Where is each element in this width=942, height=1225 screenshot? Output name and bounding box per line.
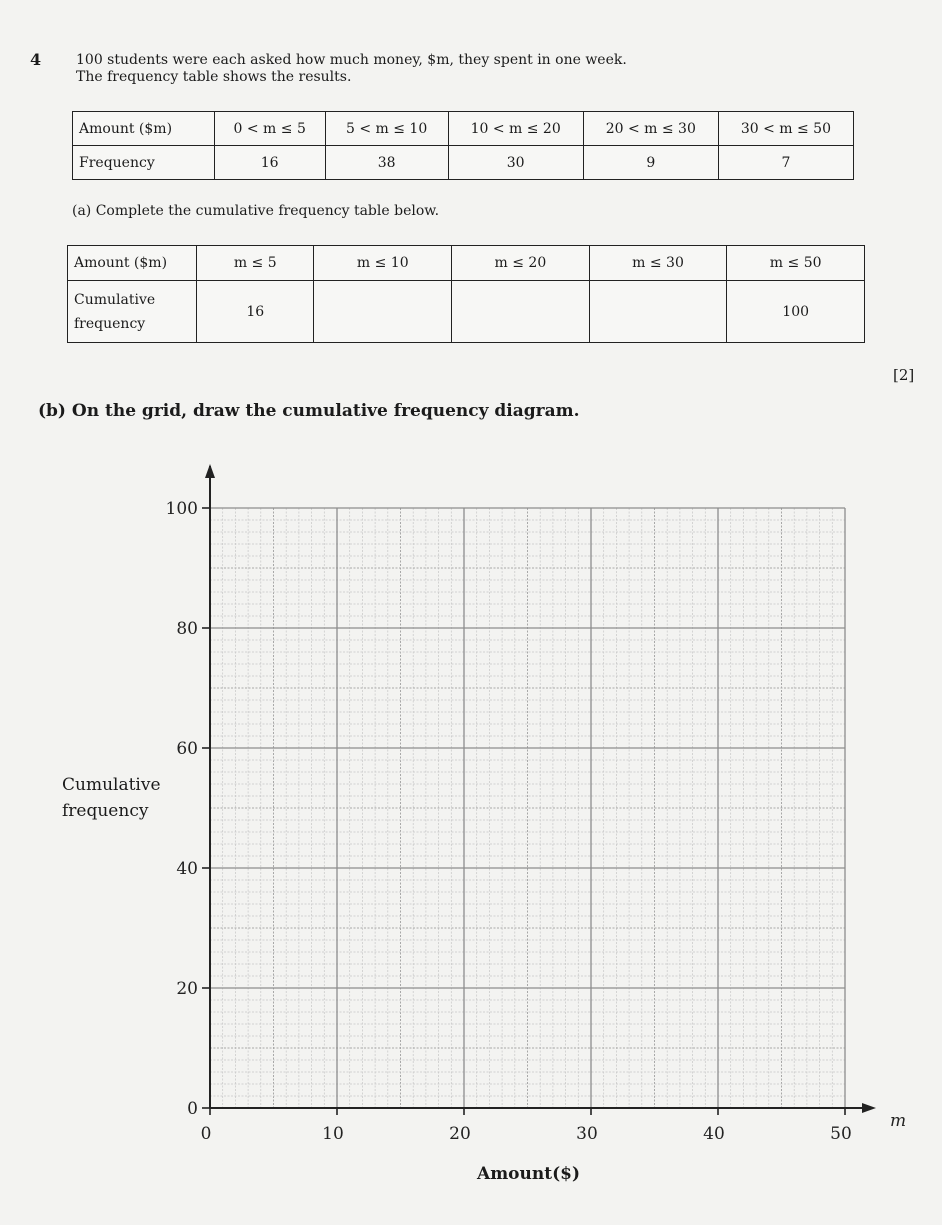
amount-header: Amount ($m) — [68, 246, 197, 281]
cumulative-frequency-header: Cumulative frequency — [68, 281, 197, 343]
interval-cell: 0 < m ≤ 5 — [214, 112, 325, 146]
question-number: 4 — [30, 50, 42, 69]
interval-cell: m ≤ 10 — [314, 246, 452, 281]
y-axis-label: Cumulative frequency — [62, 775, 161, 821]
frequency-cell: 30 — [448, 146, 583, 180]
marks-label: [2] — [893, 366, 915, 384]
x-tick-label: 50 — [830, 1124, 852, 1144]
part-b-instruction: (b) On the grid, draw the cumulative frequency diagram. — [38, 401, 580, 421]
y-tick-label: 20 — [176, 979, 198, 999]
interval-cell: m ≤ 50 — [727, 246, 865, 281]
amount-header: Amount ($m) — [73, 112, 215, 146]
cumulative-cell: 16 — [197, 281, 314, 343]
interval-cell: 20 < m ≤ 30 — [583, 112, 718, 146]
question-line-1: 100 students were each asked how much money, $m, they spent in one week. — [76, 52, 627, 68]
x-tick-label: 20 — [449, 1124, 471, 1144]
interval-cell: m ≤ 30 — [589, 246, 727, 281]
frequency-cell: 38 — [325, 146, 448, 180]
interval-cell: 5 < m ≤ 10 — [325, 112, 448, 146]
x-variable-label: m — [890, 1111, 907, 1131]
part-a-instruction: (a) Complete the cumulative frequency table below. — [72, 203, 440, 219]
x-tick-label: 0 — [200, 1124, 212, 1144]
frequency-cell: 9 — [583, 146, 718, 180]
cumulative-cell: 100 — [727, 281, 865, 343]
x-tick-label: 40 — [703, 1124, 725, 1144]
y-tick-label: 100 — [165, 499, 198, 519]
y-tick-label: 40 — [176, 859, 198, 879]
frequency-cell: 7 — [718, 146, 853, 180]
x-axis-label: Amount($) — [477, 1164, 581, 1184]
y-axis-arrow-icon — [205, 464, 215, 478]
interval-cell: 30 < m ≤ 50 — [718, 112, 853, 146]
interval-cell: 10 < m ≤ 20 — [448, 112, 583, 146]
interval-cell: m ≤ 20 — [452, 246, 590, 281]
frequency-header: Frequency — [73, 146, 215, 180]
x-axis-arrow-icon — [862, 1103, 876, 1113]
y-tick-label: 80 — [176, 619, 198, 639]
interval-cell: m ≤ 5 — [197, 246, 314, 281]
x-tick-label: 10 — [322, 1124, 344, 1144]
frequency-cell: 16 — [214, 146, 325, 180]
x-tick-label: 30 — [576, 1124, 598, 1144]
y-tick-label: 0 — [187, 1099, 198, 1119]
y-tick-label: 60 — [176, 739, 198, 759]
question-line-2: The frequency table shows the results. — [76, 69, 352, 85]
